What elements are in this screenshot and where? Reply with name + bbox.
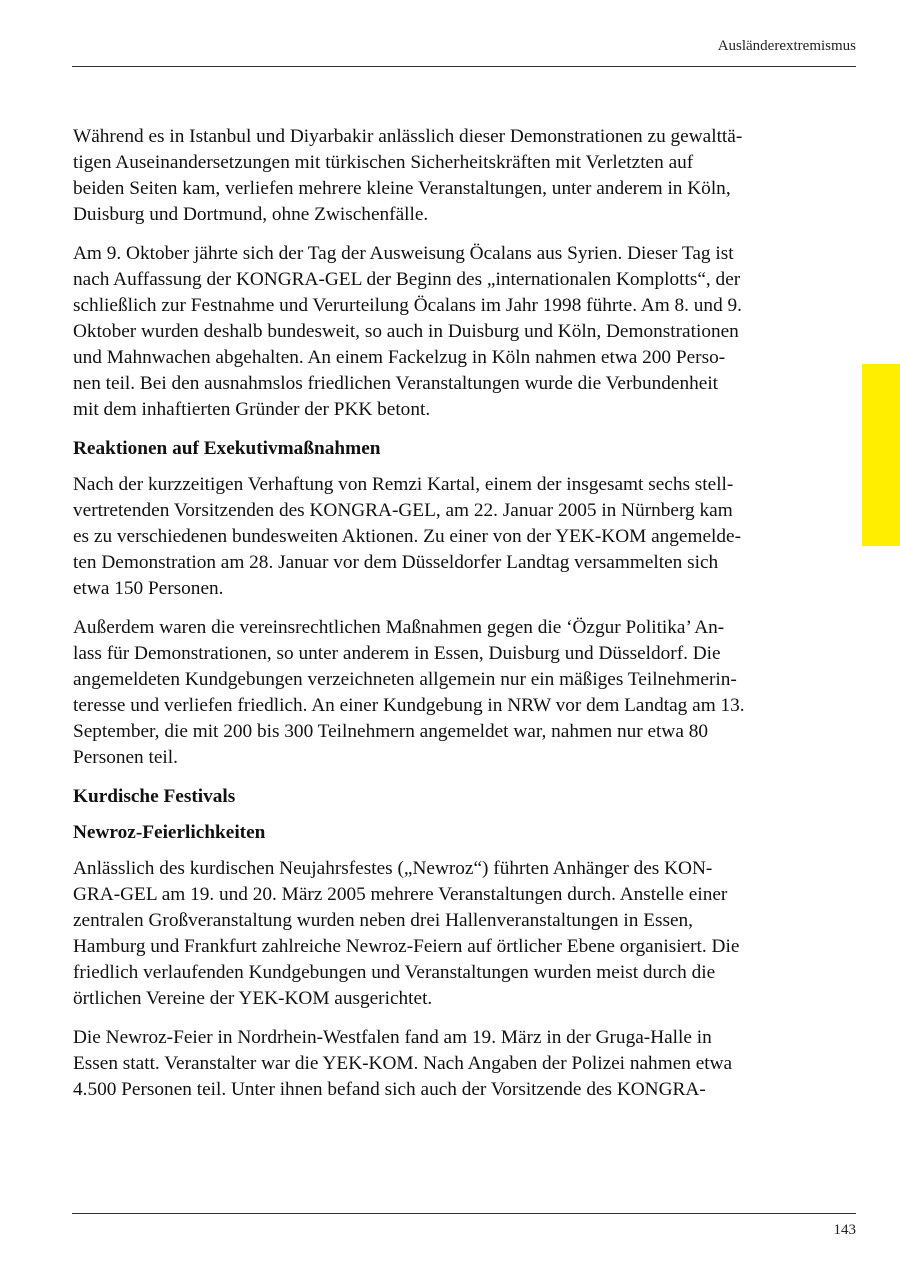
text-line: Essen statt. Veranstalter war die YEK-KOM. Nach Angaben der Polizei nahmen etwa (73, 1053, 733, 1074)
text-line: nen teil. Bei den ausnahmslos friedlichen Veranstaltungen wurde die Verbundenheit (73, 373, 719, 394)
text-line: nach Auffassung der KONGRA-GEL der Beginn des „internationalen Komplotts“, der (73, 269, 741, 290)
text-line: es zu verschiedenen bundesweiten Aktionen. Zu einer von der YEK-KOM angemelde- (73, 526, 742, 547)
text-line: angemeldeten Kundgebungen verzeichneten allgemein nur ein mäßiges Teilnehmerin- (73, 669, 737, 690)
footer-rule (72, 1213, 856, 1214)
text-line: Die Newroz-Feier in Nordrhein-Westfalen fand am 19. März in der Gruga-Halle in (73, 1027, 712, 1048)
text-line: Anlässlich des kurdischen Neujahrsfestes („Newroz“) führten Anhänger des KON- (73, 858, 713, 879)
paragraph-6 (73, 1025, 813, 1103)
paragraph-3 (73, 472, 813, 602)
header-rule (72, 66, 856, 67)
text-line: Außerdem waren die vereinsrechtlichen Maßnahmen gegen die ‘Özgur Politika’ An- (73, 617, 725, 638)
text-line: friedlich verlaufenden Kundgebungen und Veranstaltungen wurden meist durch die (73, 962, 716, 983)
text-line: Nach der kurzzeitigen Verhaftung von Remzi Kartal, einem der insgesamt sechs stell- (73, 474, 734, 495)
paragraph-5 (73, 856, 813, 1012)
text-line: 4.500 Personen teil. Unter ihnen befand sich auch der Vorsitzende des KONGRA- (73, 1079, 706, 1100)
paragraph-1 (73, 124, 813, 228)
text-line: GRA-GEL am 19. und 20. März 2005 mehrere Veranstaltungen durch. Anstelle einer (73, 884, 728, 905)
text-line: Oktober wurden deshalb bundesweit, so auch in Duisburg und Köln, Demonstrationen (73, 321, 739, 342)
text-line: örtlichen Vereine der YEK-KOM ausgerichtet. (73, 988, 433, 1009)
text-line: vertretenden Vorsitzenden des KONGRA-GEL, am 22. Januar 2005 in Nürnberg kam (73, 500, 733, 521)
chapter-tab-marker (862, 364, 900, 546)
text-line: und Mahnwachen abgehalten. An einem Fackelzug in Köln nahmen etwa 200 Perso- (73, 347, 726, 368)
text-line: mit dem inhaftierten Gründer der PKK betont. (73, 399, 431, 420)
page-body (73, 124, 813, 1116)
heading-kurdische-festivals: Kurdische Festivals (73, 786, 236, 807)
text-line: beiden Seiten kam, verliefen mehrere kleine Veranstaltungen, unter anderem in Köln, (73, 178, 731, 199)
text-line: zentralen Großveranstaltung wurden neben drei Hallenveranstaltungen in Essen, (73, 910, 693, 931)
text-line: teresse und verliefen friedlich. An einer Kundgebung in NRW vor dem Landtag am 13. (73, 695, 745, 716)
text-line: ten Demonstration am 28. Januar vor dem Düsseldorfer Landtag versammelten sich (73, 552, 719, 573)
text-line: schließlich zur Festnahme und Verurteilung Öcalans im Jahr 1998 führte. Am 8. und 9. (73, 295, 742, 316)
text-line: etwa 150 Personen. (73, 578, 224, 599)
text-line: Personen teil. (73, 747, 178, 768)
running-header: Ausländerextremismus (717, 38, 856, 54)
text-line: September, die mit 200 bis 300 Teilnehmern angemeldet war, nahmen nur etwa 80 (73, 721, 708, 742)
paragraph-2 (73, 241, 813, 423)
text-line: Während es in Istanbul und Diyarbakir anlässlich dieser Demonstrationen zu gewalttä- (73, 126, 743, 147)
paragraph-4 (73, 615, 813, 771)
heading-newroz: Newroz-Feierlichkeiten (73, 822, 266, 843)
heading-reaktionen: Reaktionen auf Exekutivmaßnahmen (73, 438, 381, 459)
text-line: Duisburg und Dortmund, ohne Zwischenfälle. (73, 204, 429, 225)
text-line: Am 9. Oktober jährte sich der Tag der Ausweisung Öcalans aus Syrien. Dieser Tag ist (73, 243, 734, 264)
text-line: tigen Auseinandersetzungen mit türkischen Sicherheitskräften mit Verletzten auf (73, 152, 694, 173)
text-line: lass für Demonstrationen, so unter anderem in Essen, Duisburg und Düsseldorf. Die (73, 643, 721, 664)
text-line: Hamburg und Frankfurt zahlreiche Newroz-Feiern auf örtlicher Ebene organisiert. Die (73, 936, 740, 957)
page-number: 143 (833, 1222, 856, 1238)
